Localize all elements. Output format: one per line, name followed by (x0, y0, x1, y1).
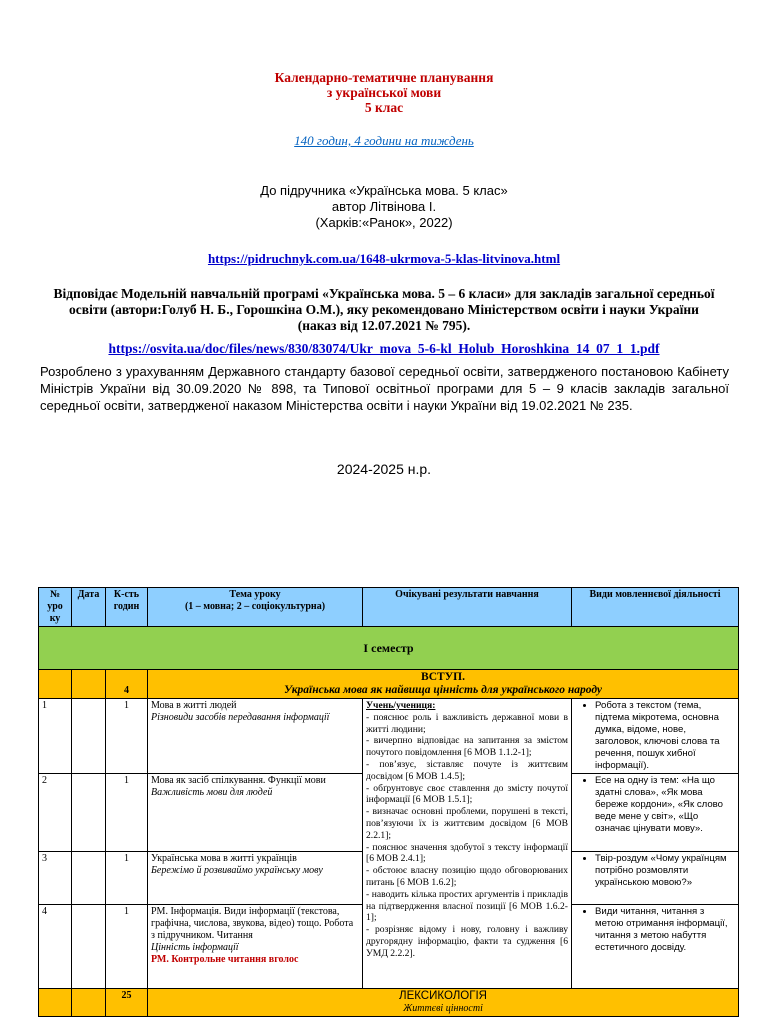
section-subtitle: Життєві цінності (403, 1003, 483, 1014)
lesson-date (72, 774, 106, 852)
program-statement: Відповідає Модельній навчальній програмі «Українська мова. 5 – 6 класи» для закладів загальної середньої освіти (автори:Голуб Н. Б., Горошкіна О.М.), яку рекомендовано Міністерством освіти і науки України (наказ від 12.07.2021 № 795). (53, 286, 715, 333)
lesson-number: 4 (39, 905, 72, 989)
lesson-topic-main: Мова в житті людей (151, 700, 237, 711)
school-year: 2024-2025 н.р. (336, 461, 432, 477)
activity-item: • Есе на одну із тем: «На що здатні слова», «Як мова береже кордони», «Як слово веде мене у світ», «Що означає цінувати мову». (595, 775, 735, 835)
plan-title: Календарно-тематичне планування (274, 70, 494, 85)
program-link[interactable]: https://osvita.ua/doc/files/news/830/83074/Ukr_mova_5-6-kl_Holub_Horoshkina_14_07_1_1.pdf (108, 341, 660, 356)
section-subtitle: Українська мова як найвища цінність для українського народу (283, 684, 603, 696)
col-header-count: К-сть годин (106, 588, 148, 627)
col-header-num: № уро ку (39, 588, 72, 627)
section-hours: 25 (106, 989, 148, 1017)
lesson-topic-main: Мова як засіб спілкування. Функції мови (151, 775, 326, 786)
lesson-date (72, 905, 106, 989)
result-item: - пов’язує, зіставляє почуте із життєвим досвідом [6 МОВ 1.4.5]; (366, 758, 568, 782)
textbook-author: автор Літвінова І. (331, 199, 437, 214)
lesson-topic (148, 774, 363, 852)
lesson-number: 3 (39, 852, 72, 905)
lesson-topic-main: Українська мова в житті українців (151, 853, 297, 864)
lesson-hours: 1 (106, 699, 148, 774)
result-item: - пояснює значення здобутої з тексту інформації [6 МОВ 2.4.1]; (366, 841, 568, 865)
lesson-activity (572, 699, 739, 774)
plan-table (38, 587, 739, 1017)
lesson-date (72, 699, 106, 774)
lesson-number: 2 (39, 774, 72, 852)
result-item: - наводить кілька простих аргументів і прикладів на підтвердження власної позиції [6 МОВ 1.6.2-1]; (366, 888, 568, 924)
section-row-intro (39, 670, 739, 699)
result-item: - обстоює власну позицію щодо обговорюваних питань [6 МОВ 1.6.2]; (366, 865, 568, 888)
col-header-topic-line1: Тема уроку (229, 589, 281, 600)
developed-note: Розроблено з урахуванням Державного стандарту базової середньої освіти, затвердженого постановою Кабінету Міністрів України від 30.09.2020 № 898, та Типової освітньої програми для 5 – 9 класів закладів загальної середньої освіти, затвердженої наказом Міністерства освіти і науки України від 19.02.2021 № 235. (40, 364, 729, 413)
lesson-activity (572, 774, 739, 852)
section-title: ВСТУП. (421, 671, 465, 683)
lesson-activity (572, 905, 739, 989)
lesson-topic (148, 699, 363, 774)
textbook-publisher: (Харків:«Ранок», 2022) (315, 215, 453, 230)
results-header: Учень/учениця: (366, 700, 436, 711)
textbook-info (0, 183, 768, 231)
textbook-title: До підручника «Українська мова. 5 клас» (260, 183, 508, 198)
hours-per-week: 140 годин, 4 години на тиждень (294, 133, 474, 148)
lesson-hours: 1 (106, 905, 148, 989)
lesson-topic-social: Важливість мови для людей (151, 787, 273, 798)
section-title-cell (148, 989, 739, 1017)
col-header-topic-line2: (1 – мовна; 2 – соціокультурна) (184, 601, 326, 612)
lesson-topic-social: Бережімо й розвиваймо українську мову (151, 865, 323, 876)
col-header-results: Очікувані результати навчання (363, 588, 572, 627)
semester-label: І семестр (39, 627, 739, 670)
lesson-topic-social: Різновиди засобів передавання інформації (151, 712, 330, 723)
col-header-date: Дата (72, 588, 106, 627)
result-item: - вичерпно відповідає на запитання за змістом почутого повідомлення [6 МОВ 1.1.2-1]; (366, 735, 568, 759)
activity-item: • Види читання, читання з метою отримання інформації, читання з метою набуття естетичного досвіду. (595, 906, 735, 954)
textbook-link-wrap (0, 251, 768, 267)
lesson-topic (148, 852, 363, 905)
lesson-activity (572, 852, 739, 905)
lesson-topic-main: РМ. Інформація. Види інформації (текстова, графічна, числова, звукова, відео) тощо. Робота з підручником. Читання (151, 906, 354, 941)
result-item: - розрізняє відому і нову, головну і важливу другорядну інформацію, факти та судження [6 УМД 2.2.2]. (366, 924, 568, 959)
lesson-topic-social: Цінність інформації (151, 942, 239, 953)
plan-subject: з української мови (326, 85, 442, 100)
semester-row (39, 627, 739, 670)
col-header-topic (148, 588, 363, 627)
lesson-topic (148, 905, 363, 989)
section-title-cell (148, 670, 739, 699)
lesson-date (72, 852, 106, 905)
lesson-number: 1 (39, 699, 72, 774)
expected-results (363, 699, 572, 989)
plan-grade: 5 клас (364, 100, 404, 115)
program-link-wrap (0, 341, 768, 357)
title-block (0, 70, 768, 115)
col-header-activities: Види мовленнєвої діяльності (572, 588, 739, 627)
lesson-topic-control: РМ. Контрольне читання вголос (151, 954, 299, 965)
table-header-row (39, 588, 739, 627)
section-title: ЛЕКСИКОЛОГІЯ (399, 990, 487, 1002)
textbook-link[interactable]: https://pidruchnyk.com.ua/1648-ukrmova-5-klas-litvinova.html (207, 251, 561, 266)
result-item: - визначає основні проблеми, порушені в тексті, пов’язуючи їх із життєвим досвідом [6 МОВ 2.2.1]; (366, 806, 568, 841)
result-item: - пояснює роль і важливість державної мови в житті людини; (366, 711, 568, 735)
lesson-hours: 1 (106, 852, 148, 905)
activity-item: • Твір-роздум «Чому українцям потрібно розмовляти українською мовою?» (595, 853, 735, 889)
section-hours: 4 (106, 670, 148, 699)
table-row (39, 699, 739, 774)
section-row-lexicology (39, 989, 739, 1017)
lesson-hours: 1 (106, 774, 148, 852)
result-item: - обґрунтовує своє ставлення до змісту почутої інформації [6 МОВ 1.5.1]; (366, 782, 568, 806)
activity-item: • Робота з текстом (тема, підтема мікротема, основна думка, відоме, нове, заголовок, ключові слова та речення, пошук хибної інформації). (595, 700, 735, 772)
